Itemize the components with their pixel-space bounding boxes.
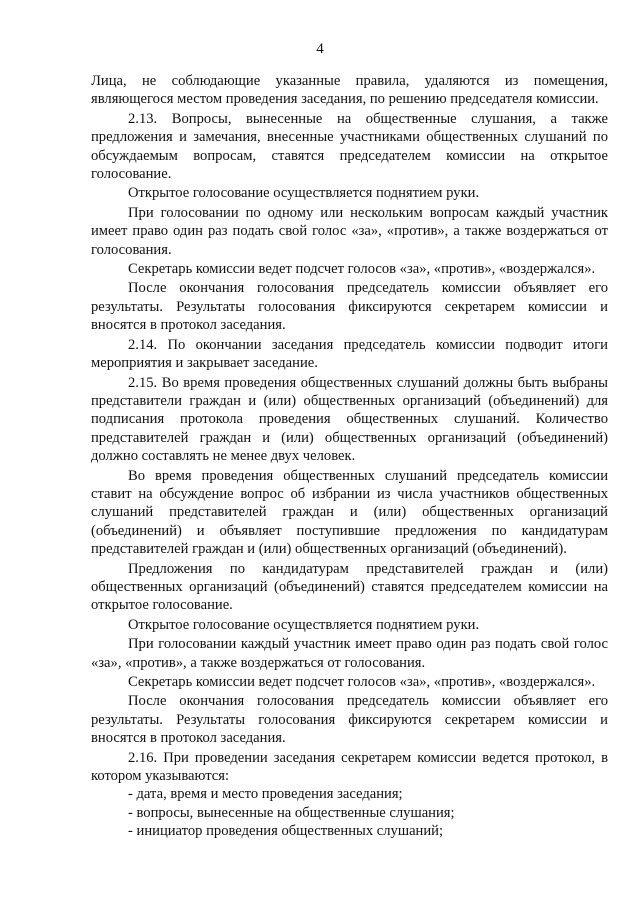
page-number: 4 xyxy=(316,41,324,57)
paragraph-secretary-count-2: Секретарь комиссии ведет подсчет голосов «за», «против», «воздержался». xyxy=(128,674,596,690)
paragraph-voting-right: При голосовании по одному или нескольким вопросам каждый участник имеет право один раз подать свой голос «за», «против», а также воздержаться от голосования. xyxy=(91,204,608,258)
paragraph-vote-results: После окончания голосования председатель комиссии объявляет его результаты. Результаты голосования фиксируются секретарем комиссии и вносятся в протокол заседания. xyxy=(91,280,608,334)
paragraph-2-15: 2.15. Во время проведения общественных слушаний должны быть выбраны представители граждан и (или) общественных организаций (объединений) для подписания протокола проведения общественных слушаний. Количество представителей граждан и (или) общественных организаций (объединений) должно составлять не менее двух человек. xyxy=(91,374,608,465)
paragraph-2-16: 2.16. При проведении заседания секретарем комиссии ведется протокол, в котором указываются: xyxy=(91,749,608,785)
paragraph-representatives-election: Во время проведения общественных слушаний председатель комиссии ставит на обсуждение вопрос об избрании из числа участников общественных слушаний представителей граждан и (или) общественных организаций (объединений) и объявляет поступившие предложения по кандидатурам представителей граждан и (или) общественных организаций (объединений). xyxy=(91,467,608,558)
list-item-questions: - вопросы, вынесенные на общественные слушания; xyxy=(128,804,455,821)
paragraph-vote-results-2: После окончания голосования председатель комиссии объявляет его результаты. Результаты голосования фиксируются секретарем комиссии и вносятся в протокол заседания. xyxy=(91,693,608,747)
paragraph-secretary-count: Секретарь комиссии ведет подсчет голосов «за», «против», «воздержался». xyxy=(128,261,596,278)
paragraph-candidate-proposals: Предложения по кандидатурам представителей граждан и (или) общественных организаций (объединений) ставятся председателем комиссии на открытое голосование. xyxy=(91,560,608,614)
paragraph-2-13: 2.13. Вопросы, вынесенные на общественные слушания, а также предложения и замечания, внесенные участниками общественных слушаний по обсуждаемым вопросам, ставятся председателем комиссии на открытое голосование. xyxy=(91,110,608,183)
paragraph-voting-right-2: При голосовании каждый участник имеет право один раз подать свой голос «за», «против», а также воздержаться от голосования. xyxy=(91,636,608,671)
list-item-initiator: - инициатор проведения общественных слушаний; xyxy=(128,823,444,840)
paragraph-2-14: 2.14. По окончании заседания председатель комиссии подводит итоги мероприятия и закрывает заседание. xyxy=(91,336,608,372)
list-item-date-place: - дата, время и место проведения заседания; xyxy=(128,786,403,803)
paragraph-open-vote-2: Открытое голосование осуществляется поднятием руки. xyxy=(128,616,480,633)
paragraph-removal-rule: Лица, не соблюдающие указанные правила, удаляются из помещения, являющегося местом проведения заседания, по решению председателя комиссии. xyxy=(91,73,608,108)
document-body xyxy=(91,72,608,841)
paragraph-open-vote: Открытое голосование осуществляется поднятием руки. xyxy=(128,185,480,202)
